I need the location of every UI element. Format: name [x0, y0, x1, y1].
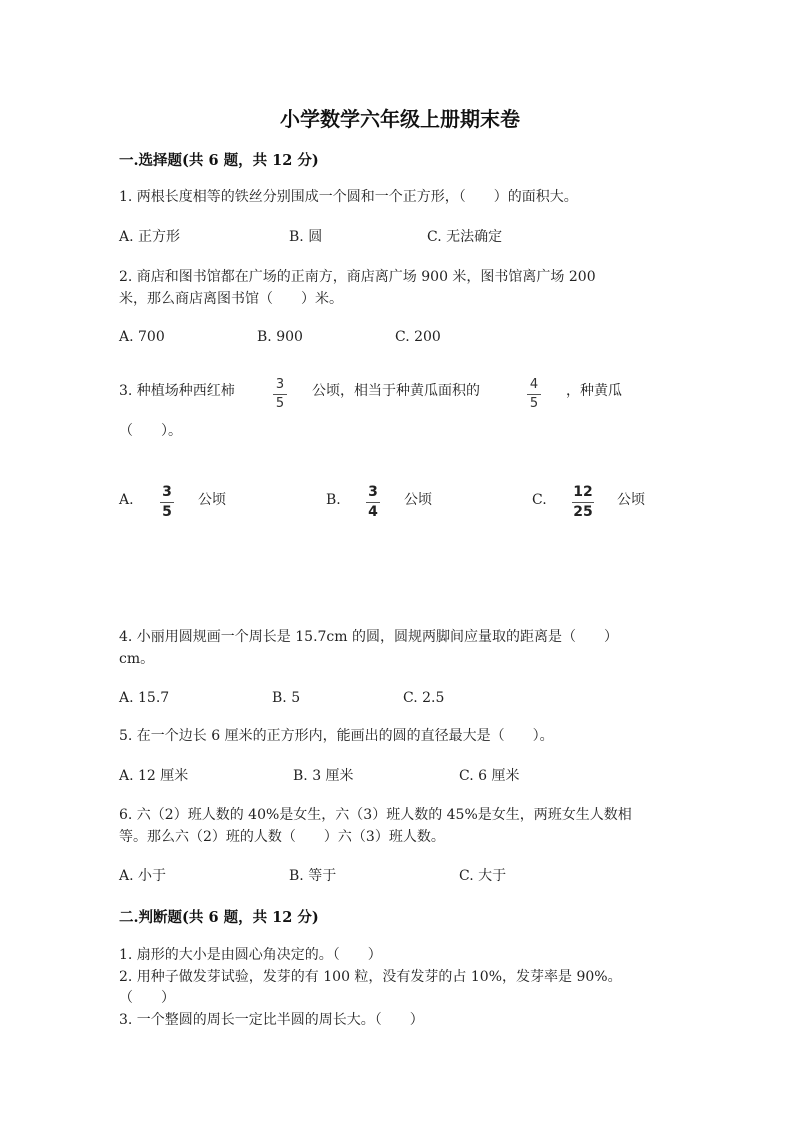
fraction-denominator: 5	[162, 504, 172, 520]
q1-option-c: C. 无法确定	[427, 229, 503, 245]
q6-option-a: A. 小于	[119, 868, 167, 884]
q3-option-b-label: B.	[326, 492, 341, 508]
q6-text-line2: 等。那么六（2）班的人数（ ）六（3）班人数。	[119, 829, 445, 845]
q2-option-a: A. 700	[119, 329, 165, 345]
fraction-bar	[273, 394, 287, 395]
q6-option-c: C. 大于	[459, 868, 507, 884]
q5-option-b: B. 3 厘米	[293, 768, 354, 784]
q5-option-a: A. 12 厘米	[119, 768, 189, 784]
fraction-numerator: 3	[162, 484, 172, 500]
q3-fraction-1	[273, 378, 287, 411]
q3-option-a-label: A.	[119, 492, 134, 508]
fraction-bar	[572, 502, 594, 503]
q5-text: 5. 在一个边长 6 厘米的正方形内，能画出的圆的直径最大是（ ）。	[119, 728, 554, 744]
q4-text-line1: 4. 小丽用圆规画一个周长是 15.7cm 的圆，圆规两脚间应量取的距离是（ ）	[119, 629, 618, 645]
judge-1: 1. 扇形的大小是由圆心角决定的。（ ）	[119, 947, 382, 963]
q4-option-a: A. 15.7	[119, 690, 170, 706]
section1-heading: 一.选择题(共 6 题，共 12 分)	[119, 152, 319, 169]
q3-option-c-unit: 公顷	[617, 492, 645, 508]
q3-option-a-fraction	[160, 485, 174, 520]
fraction-denominator: 5	[275, 396, 285, 411]
q3-text-line2: （ ）。	[119, 423, 182, 439]
q1-option-a: A. 正方形	[119, 229, 181, 245]
q3-option-c-fraction	[572, 485, 594, 520]
fraction-numerator: 3	[368, 484, 378, 500]
fraction-bar	[366, 502, 380, 503]
q3-fraction-2	[527, 378, 541, 411]
q3-text-part2: 公顷，相当于种黄瓜面积的	[312, 383, 480, 399]
section2-heading: 二.判断题(共 6 题，共 12 分)	[119, 909, 319, 926]
q2-text-line1: 2. 商店和图书馆都在广场的正南方，商店离广场 900 米，图书馆离广场 200	[119, 269, 596, 285]
q3-text-part1: 3. 种植场种西红柿	[119, 383, 235, 399]
q5-option-c: C. 6 厘米	[459, 768, 520, 784]
fraction-denominator: 4	[368, 504, 378, 520]
judge-2-line1: 2. 用种子做发芽试验，发芽的有 100 粒，没有发芽的占 10%，发芽率是 90%。	[119, 969, 622, 985]
q3-option-c-label: C.	[532, 492, 547, 508]
q4-option-b: B. 5	[272, 690, 301, 706]
fraction-denominator: 25	[573, 504, 593, 520]
fraction-numerator: 4	[529, 377, 539, 392]
fraction-bar	[527, 394, 541, 395]
fraction-bar	[160, 502, 174, 503]
q3-option-a-unit: 公顷	[198, 492, 226, 508]
fraction-denominator: 5	[529, 396, 539, 411]
q6-option-b: B. 等于	[289, 868, 337, 884]
q3-option-b-fraction	[366, 485, 380, 520]
q4-text-line2: cm。	[119, 651, 155, 667]
q1-text: 1. 两根长度相等的铁丝分别围成一个圆和一个正方形，（ ）的面积大。	[119, 189, 578, 205]
page-title: 小学数学六年级上册期末卷	[280, 107, 520, 131]
fraction-numerator: 3	[275, 377, 285, 392]
q3-text-part3: ，种黄瓜	[566, 383, 622, 399]
q3-option-b-unit: 公顷	[404, 492, 432, 508]
judge-2-line2: （ ）	[119, 990, 175, 1006]
q1-option-b: B. 圆	[289, 229, 323, 245]
judge-3: 3. 一个整圆的周长一定比半圆的周长大。（ ）	[119, 1012, 424, 1028]
fraction-numerator: 12	[573, 484, 593, 500]
q2-option-c: C. 200	[395, 329, 441, 345]
q4-option-c: C. 2.5	[403, 690, 445, 706]
q2-text-line2: 米，那么商店离图书馆（ ）米。	[119, 291, 343, 307]
q2-option-b: B. 900	[257, 329, 303, 345]
q6-text-line1: 6. 六（2）班人数的 40%是女生，六（3）班人数的 45%是女生，两班女生人数相	[119, 807, 632, 823]
